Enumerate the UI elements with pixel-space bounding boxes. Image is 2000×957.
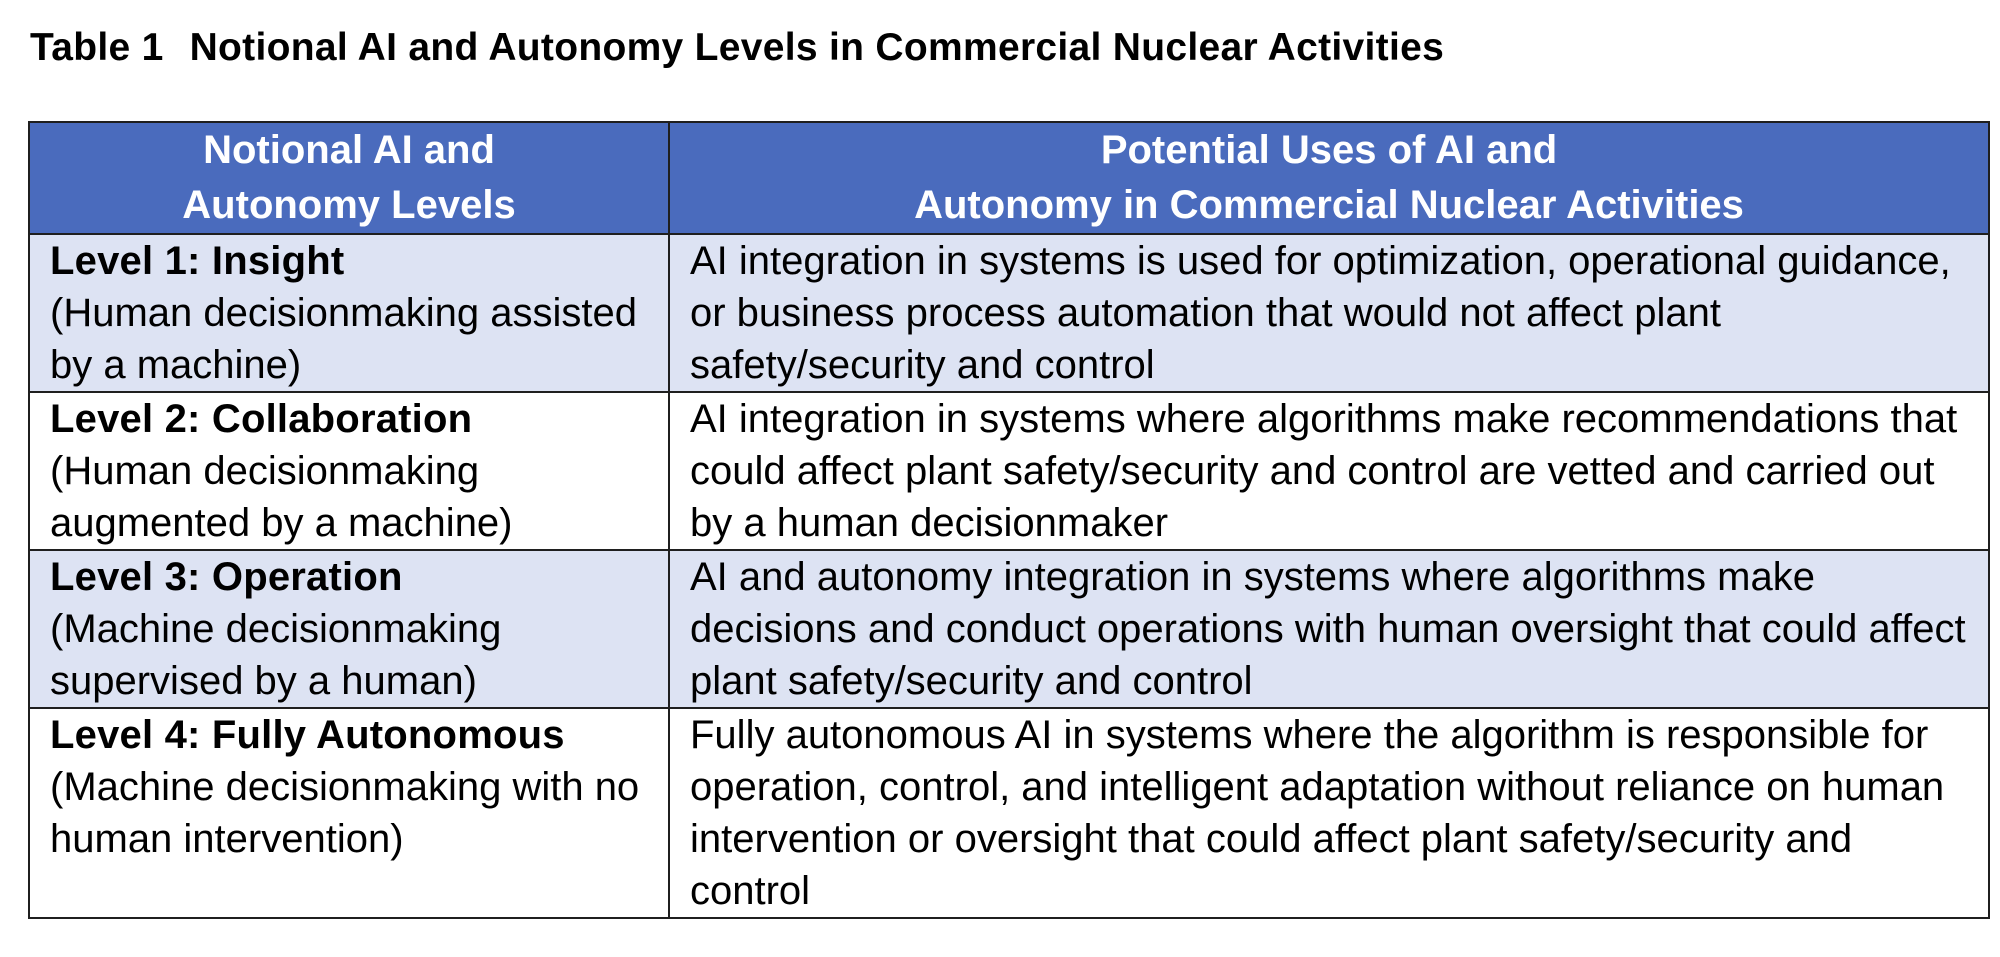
table-header: [29, 122, 1989, 234]
level-cell: [29, 708, 669, 918]
level-description: (Machine decisionmaking supervised by a human): [50, 607, 502, 703]
level-name: Level 2: Collaboration: [50, 397, 473, 441]
header-levels-line-2: Autonomy Levels: [182, 183, 516, 227]
level-description: (Human decisionmaking assisted by a machine): [50, 291, 637, 387]
table-row-level-2: [29, 392, 1989, 550]
table-body: [29, 234, 1989, 918]
table-caption: [30, 18, 1444, 78]
header-uses-line-1: Potential Uses of AI and: [1100, 128, 1558, 172]
level-description: (Human decisionmaking augmented by a machine): [50, 449, 513, 545]
use-cell: AI and autonomy integration in systems where algorithms make decisions and conduct operations with human oversight that could affect plant safety/security and control: [669, 550, 1989, 708]
use-cell: AI integration in systems where algorithms make recommendations that could affect plant safety/security and control are vetted and carried out by a human decisionmaker: [669, 392, 1989, 550]
header-uses-line-2: Autonomy in Commercial Nuclear Activities: [914, 183, 1744, 227]
table-number: Table 1: [30, 26, 164, 69]
level-cell: [29, 392, 669, 550]
header-row: [29, 122, 1989, 234]
level-cell: [29, 550, 669, 708]
table-title: Notional AI and Autonomy Levels in Commercial Nuclear Activities: [189, 26, 1445, 69]
level-name: Level 4: Fully Autonomous: [50, 713, 565, 757]
table-row-level-3: [29, 550, 1989, 708]
ai-autonomy-levels-table: [28, 121, 1990, 919]
table-row-level-4: [29, 708, 1989, 918]
header-potential-uses: [669, 122, 1989, 234]
header-levels-line-1: Notional AI and: [203, 128, 495, 172]
level-description: (Machine decisionmaking with no human intervention): [50, 765, 640, 861]
use-cell: Fully autonomous AI in systems where the algorithm is responsible for operation, control, and intelligent adaptation without reliance on human intervention or oversight that could affect plant safety/security and control: [669, 708, 1989, 918]
use-cell: AI integration in systems is used for optimization, operational guidance, or business process automation that would not affect plant safety/security and control: [669, 234, 1989, 392]
table-row-level-1: [29, 234, 1989, 392]
level-name: Level 1: Insight: [50, 239, 345, 283]
level-cell: [29, 234, 669, 392]
header-levels: [29, 122, 669, 234]
level-name: Level 3: Operation: [50, 555, 403, 599]
